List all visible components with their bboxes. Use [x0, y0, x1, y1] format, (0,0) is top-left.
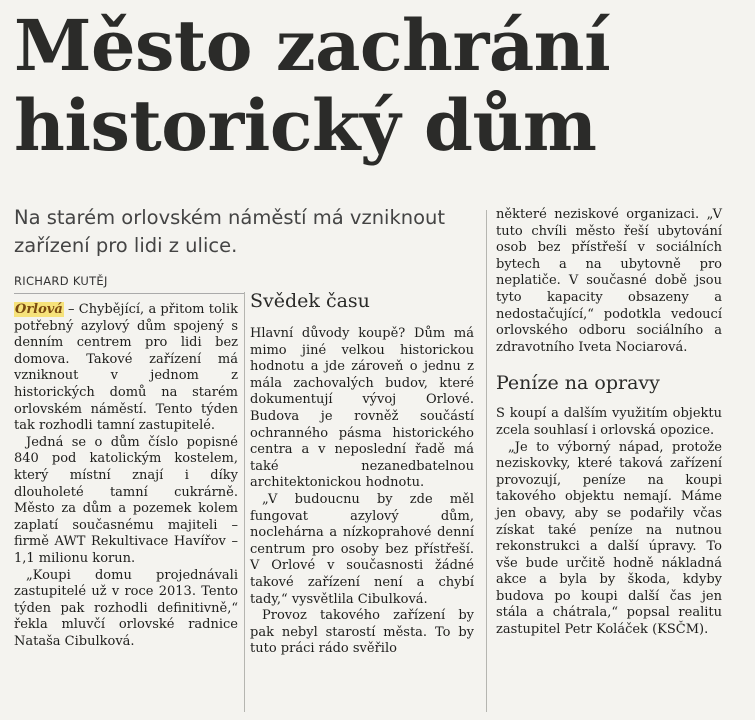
paragraph: „Je to výborný nápad, protože neziskovky, které taková zařízení provozují, peníze na koupi takového objektu nemají. Máme jen obavy, aby se podařily včas získat také peníze na nutnou rekonstrukci a další úpravy. To vše bude určitě hodně nákladná akce a byla by škoda, kdyby budova po koupi další čas jen stála a chátrala,“ popsal realitu zastupitel Petr Koláček (KSČM).: [496, 439, 722, 638]
headline-line-2: historický dům: [14, 84, 597, 167]
paragraph: Jedná se o dům číslo popisné 840 pod katolickým kostelem, který místní znají i díky dlouholeté tamní cukrárně. Město za dům a pozemek kolem zaplatí současnému majiteli – firmě AWT Rekultivace Havířov – 1,1 milionu korun.: [14, 434, 238, 566]
lead-text: – Chybějící, a přitom tolik potřebný azylový dům spojený s denním centrem pro lidi bez domova. Takové zařízení má vzniknout v jednom z historických domů na starém orlovském náměstí. Tento týden tak rozhodli tamní zastupitelé.: [14, 302, 238, 434]
paragraph: „V budoucnu by zde měl fungovat azylový dům, noclehárna a nízkoprahové denní centrum pro osoby bez přístřeší. V Orlové v současnosti žádné takové zařízení není a chybí tady,“ vysvětlila Cibulková.: [250, 491, 474, 607]
article-column-2: [250, 288, 474, 658]
author-byline: RICHARD KUTĚJ: [14, 274, 244, 294]
column-divider: [486, 210, 487, 712]
dateline-place: Orlová: [15, 302, 63, 317]
paragraph: Provoz takového zařízení by pak nebyl starostí města. To by tuto práci rádo svěřilo: [250, 608, 474, 657]
article-column-1: [14, 302, 238, 650]
article-headline: [14, 6, 744, 166]
section-heading-svedek-casu: Svědek času: [250, 290, 370, 312]
paragraph: „Koupi domu projednávali zastupitelé už v roce 2013. Tento týden pak rozhodli definitivně,“ řekla mluvčí orlovské radnice Nataša Cibulková.: [14, 567, 238, 649]
lead-paragraph: [14, 302, 238, 435]
headline-line-1: Město zachrání: [14, 4, 611, 87]
column-divider: [244, 292, 245, 712]
paragraph: Hlavní důvody koupě? Dům má mimo jiné velkou historickou hodnotu a jde zároveň o jednu z mála zachovalých budov, které dokumentují vývoj Orlové. Budova je rovněž součástí ochranného pásma historického centra a v neposlední řadě má také nezanedbatelnou architektonickou hodnotu.: [250, 326, 474, 491]
paragraph: některé neziskové organizaci. „V tuto chvíli město řeší ubytování osob bez přístřeší v sociálních bytech a na ubytovně pro neplatiče. V současné době jsou tyto kapacity obsazeny a nedostačující,“ podotkla vedoucí orlovského odboru sociálního a zdravotního Iveta Nociarová.: [496, 207, 722, 355]
paragraph: S koupí a dalším využitím objektu zcela souhlasí i orlovská opozice.: [496, 406, 722, 438]
article-subheadline: Na starém orlovském náměstí má vzniknout zařízení pro lidi z ulice.: [14, 206, 446, 257]
section-heading-penize-na-opravy: Peníze na opravy: [496, 372, 660, 395]
article-column-3: [496, 207, 722, 639]
